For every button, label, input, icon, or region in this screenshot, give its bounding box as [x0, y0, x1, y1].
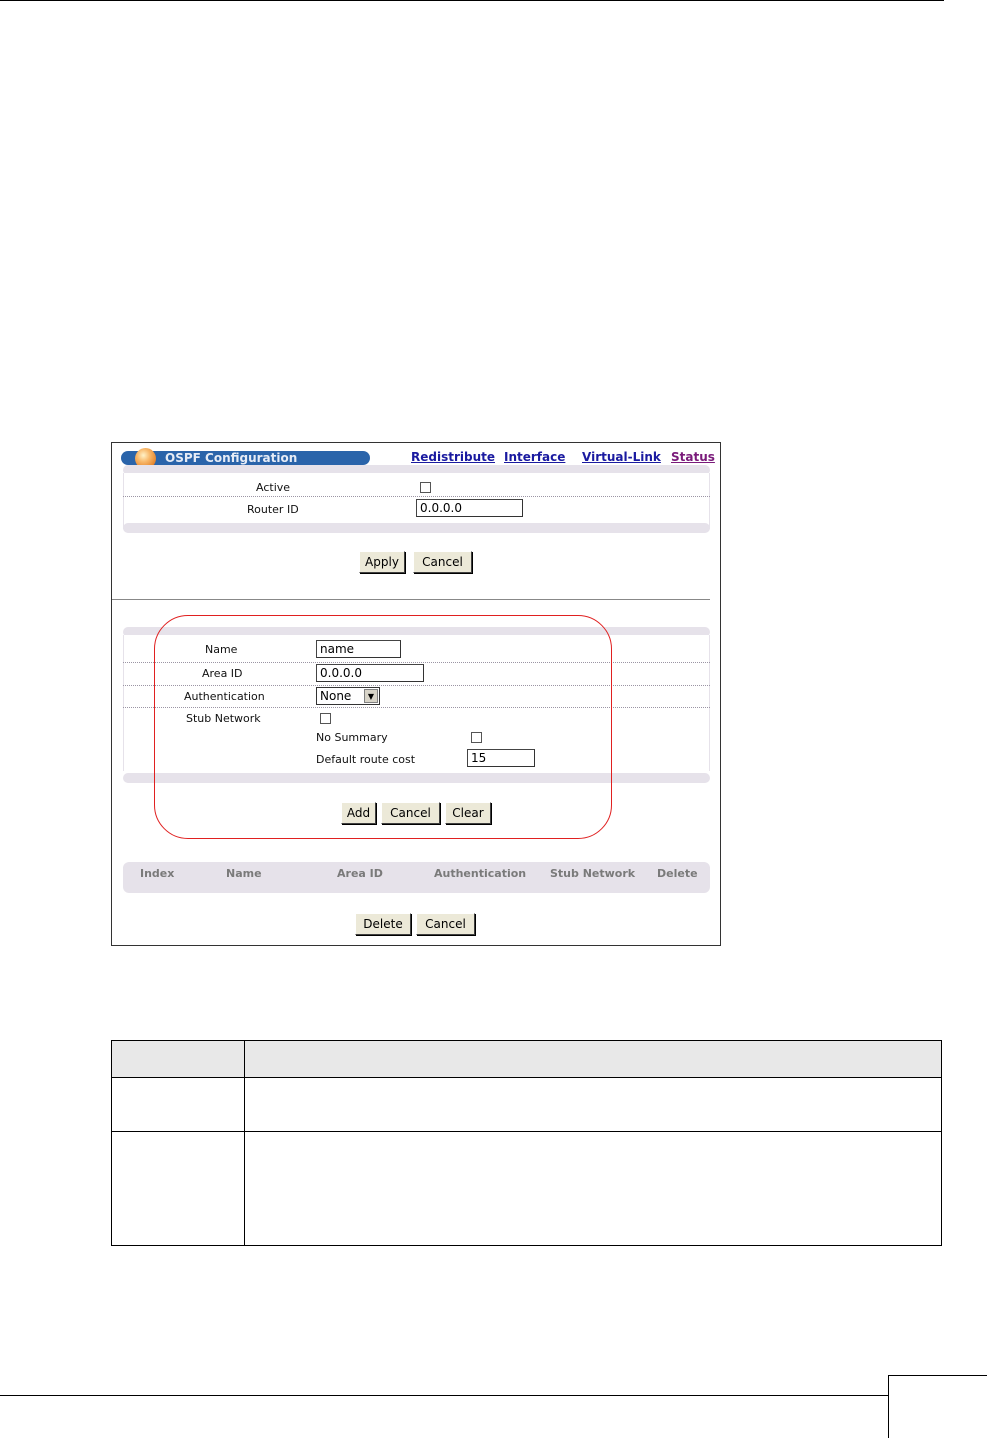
table-row: [112, 1132, 942, 1246]
no-summary-label: No Summary: [316, 731, 388, 744]
col-delete: Delete: [657, 867, 698, 880]
table-cell: [245, 1132, 942, 1246]
authentication-value: None: [320, 689, 352, 703]
name-input[interactable]: name: [316, 640, 401, 658]
col-area-id: Area ID: [337, 867, 383, 880]
router-id-input[interactable]: 0.0.0.0: [416, 499, 523, 517]
area-cancel-button[interactable]: Cancel: [381, 802, 440, 824]
default-route-cost-input[interactable]: 15: [467, 749, 535, 767]
col-authentication: Authentication: [434, 867, 527, 880]
table-header-row: [112, 1041, 942, 1078]
table-cell: [245, 1041, 942, 1078]
footer-rule: [0, 1395, 888, 1396]
page-number-box: [888, 1375, 987, 1438]
name-label: Name: [205, 643, 238, 656]
delete-button[interactable]: Delete: [355, 913, 411, 935]
default-route-cost-label: Default route cost: [316, 753, 416, 766]
apply-button[interactable]: Apply: [359, 551, 405, 573]
table-cell: [112, 1078, 245, 1132]
active-label: Active: [256, 481, 291, 494]
col-name: Name: [226, 867, 262, 880]
header-rule: [0, 0, 944, 1]
active-checkbox[interactable]: [420, 482, 431, 493]
page-title: OSPF Configuration: [165, 451, 298, 465]
area-id-label: Area ID: [202, 667, 243, 680]
link-redistribute[interactable]: Redistribute: [411, 450, 495, 464]
col-stub-network: Stub Network: [550, 867, 636, 880]
row-divider: [123, 496, 710, 497]
cancel-button[interactable]: Cancel: [413, 551, 472, 573]
add-button[interactable]: Add: [341, 802, 376, 824]
link-virtual-link[interactable]: Virtual-Link: [582, 450, 661, 464]
table-cell: [112, 1132, 245, 1246]
table-row: [112, 1078, 942, 1132]
panel-bottom-band: [123, 523, 710, 533]
link-status[interactable]: Status: [671, 450, 715, 464]
title-bar: [121, 451, 370, 465]
highlight-outline: [154, 615, 612, 839]
area-id-input[interactable]: 0.0.0.0: [316, 664, 424, 682]
description-table: [111, 1040, 942, 1246]
stub-network-label: Stub Network: [186, 712, 261, 725]
clear-button[interactable]: Clear: [445, 802, 491, 824]
section-separator: [112, 599, 710, 600]
ospf-configuration-screenshot: [111, 442, 721, 946]
chevron-down-icon[interactable]: ▼: [364, 689, 378, 703]
table-cell: [245, 1078, 942, 1132]
authentication-label: Authentication: [184, 690, 265, 703]
col-index: Index: [140, 867, 175, 880]
router-id-label: Router ID: [247, 503, 299, 516]
table-cell: [112, 1041, 245, 1078]
link-interface[interactable]: Interface: [504, 450, 566, 464]
table-cancel-button[interactable]: Cancel: [416, 913, 475, 935]
